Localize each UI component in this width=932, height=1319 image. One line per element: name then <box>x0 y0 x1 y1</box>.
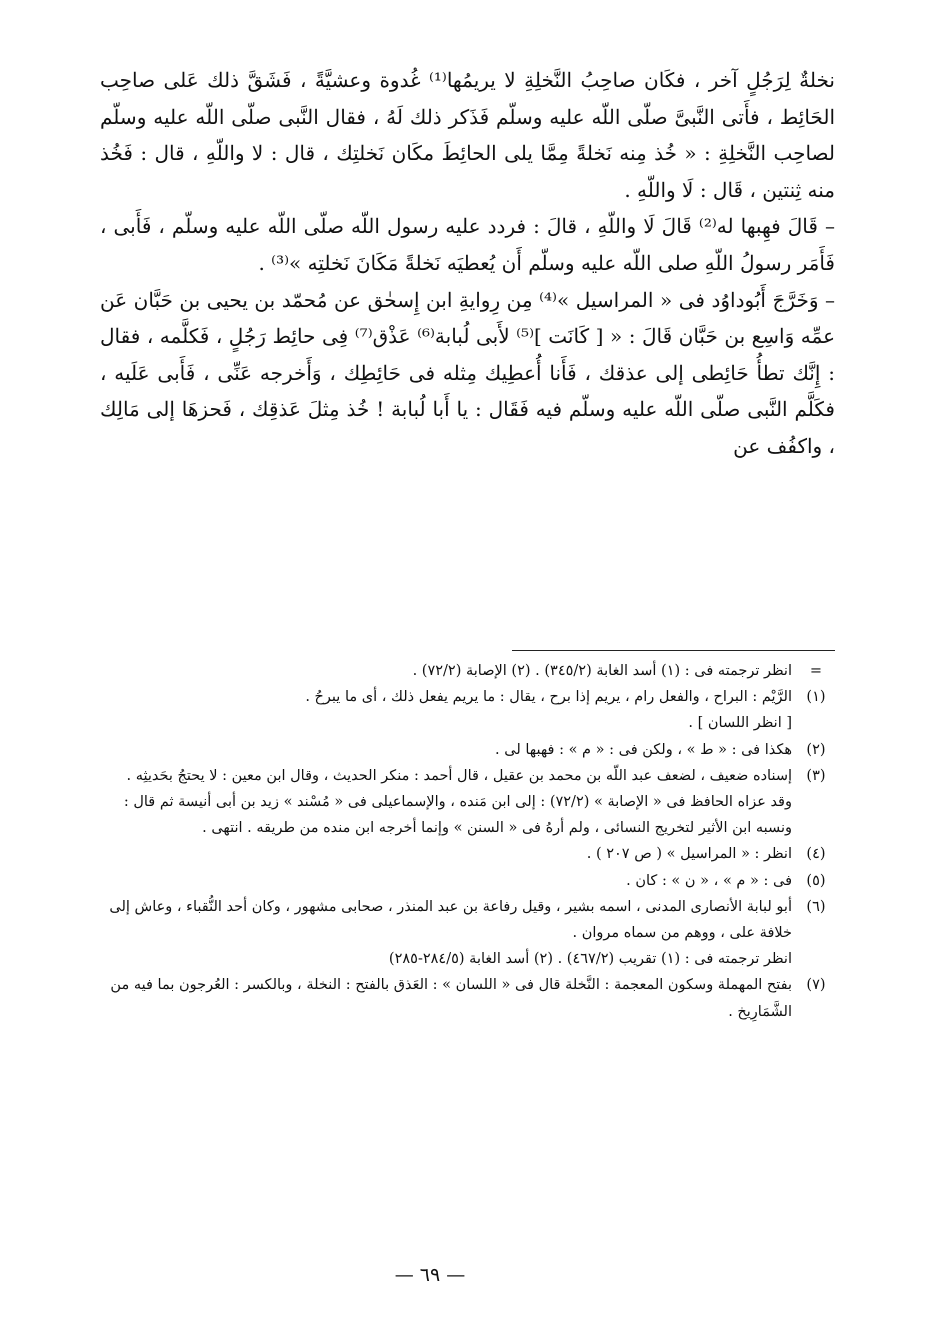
footnote-number: (٥) <box>806 872 826 889</box>
main-text <box>100 62 835 465</box>
footnote-text: انظر ترجمته فى : (١) تقريب (٤٦٧/٢) . (٢) أسد الغابة (٢٨٤/٥-٢٨٥) <box>388 951 792 968</box>
footnote-text: انظر : « المراسيل » ( ص ٢٠٧ ) . <box>586 846 792 863</box>
footnote-number: (٤) <box>806 846 826 863</box>
footnote-text: وقد عزاه الحافظ فى « الإصابة » (٧٢/٢) : إلى ابن مَنده ، والإسماعيلى فى « مُسْند » زيد بن أبى أنيسة ثم قال : ونسبه ابن الأثير لتخريج النسائى ، ولم أرهُ فى « السنن » وإنما أخرجه ابن منده من طريقه . انتهى . <box>123 794 792 837</box>
footnote-text: [ انظر اللسان ] . <box>688 715 792 732</box>
footnote <box>100 658 840 684</box>
footnote-text: إسناده ضعيف ، لضعف عبد اللّه بن محمد بن عقيل ، قال أحمد : منكر الحديث ، وقال ابن معين : لا يحتجُ بحَديثِه . <box>126 767 792 784</box>
main-paragraph: نخلةٌ لِرَجُلٍ آخر ، فكَان صاحِبُ النَّخلِةِ لا يريمُها⁽¹⁾ غُدوة وعشيَّةً ، فَشَقَّ ذلك عَلى صاحِب الحَائِط ، فأَتى النَّبىَّ صلّى اللّه عليه وسلّم فَذَكر ذلك لَهُ ، فقال النَّبى صلّى اللّه عليه وسلّم لصاحِب النَّخلِةِ : « خُذ مِنه نَخلةً مِمَّا يلى الحائِطَ مكَان نَخلتِك ، قال : لا واللّهِ ، قال : فَخُذ منه ثِنتين ، قَال : لَا واللّهِ . <box>100 68 835 202</box>
footnote <box>100 972 840 1024</box>
main-paragraph: – وَخَرَّجَ أَبُوداوُد فى « المراسيل »⁽⁴⁾ مِن رِوايةِ ابن إِسحٰق عن مُحمّد بن يحيى بن حَبَّان عَن عمِّه وَاسِع بن حَبَّان قَالَ : « [ كَانَت ]⁽⁵⁾ لأَبى لُبابة⁽⁶⁾ عَذْق⁽⁷⁾ فِى حائِط رَجُلٍ ، فَكلَّمه ، فقال : إِنَّك تطأُ حَائِطى إلى عذقك ، فَأَنا أُعطِيك مِثله فى حَائِطِك ، وَأَخرجه عَنِّى ، فَأَبى عَلَيه ، فكَلَّم النَّبى صلّى اللّه عليه وسلّم فيه فَقَال : يا أَبا لُبابة ! خُذ مِثلَ عَذقِك ، فَحزهَا إلى مَالِك ، واكفُف عن <box>100 287 835 458</box>
footnote <box>100 868 840 894</box>
footnote <box>100 737 840 763</box>
footnote-text: انظر ترجمته فى : (١) أسد الغابة (٣٤٥/٢) . (٢) الإصابة (٧٢/٢) . <box>412 663 792 679</box>
footnote-separator <box>512 650 835 651</box>
footnote-number: (٣) <box>806 767 826 784</box>
footnote <box>100 763 840 842</box>
footnote-number: (٢) <box>806 741 826 758</box>
footnote-text: هكذا فى : « ط » ، ولكن فى : « م » : فهبها لى . <box>495 741 792 758</box>
footnote-text: فى : « م » ، « ن » : كان . <box>626 872 792 889</box>
page-number: — ٦٩ — <box>394 1264 466 1286</box>
footnote-text: أبو لبابة الأنصارى المدنى ، اسمه بشير ، وقيل رفاعة بن عبد المنذر ، صحابى مشهور ، وكان أحد النُّقباء ، وعاش إلى خلافة على ، ووهم من سماه مروان . <box>109 898 792 942</box>
footnote <box>100 841 840 867</box>
footnote-number: (١) <box>806 689 826 706</box>
footnote-text: بفتح المهملة وسكون المعجمة : النَّخلة قال فى « اللسان » : العَذق بالفتح : النخلة ، وبالكسر : العُرجون بما فيه من الشَّمَارِيخ . <box>110 977 792 1020</box>
footnote-text: الرَّيْم : البراح ، والفعل رام ، يريم إذا برح ، يقال : ما يريم يفعل ذلك ، أى ما يبرحُ . <box>305 689 792 706</box>
footnote-number: = <box>809 663 823 679</box>
footnote <box>100 894 840 973</box>
main-paragraph: – قَالَ فهِبها له⁽²⁾ قَالَ لَا واللّهِ ، قالَ : فردد عليه رسول اللّه صلّى اللّه عليه وسلّم ، فَأَبى ، فَأَمَر رسولُ اللّهِ صلى اللّه عليه وسلّم أَن يُعطيَه نَخلةً مَكَانَ نَخلتِه »⁽³⁾ . <box>100 214 835 275</box>
footnote-number: (٧) <box>806 977 826 994</box>
footnotes <box>100 658 840 1025</box>
footnote <box>100 684 840 736</box>
footnote-number: (٦) <box>806 898 826 915</box>
